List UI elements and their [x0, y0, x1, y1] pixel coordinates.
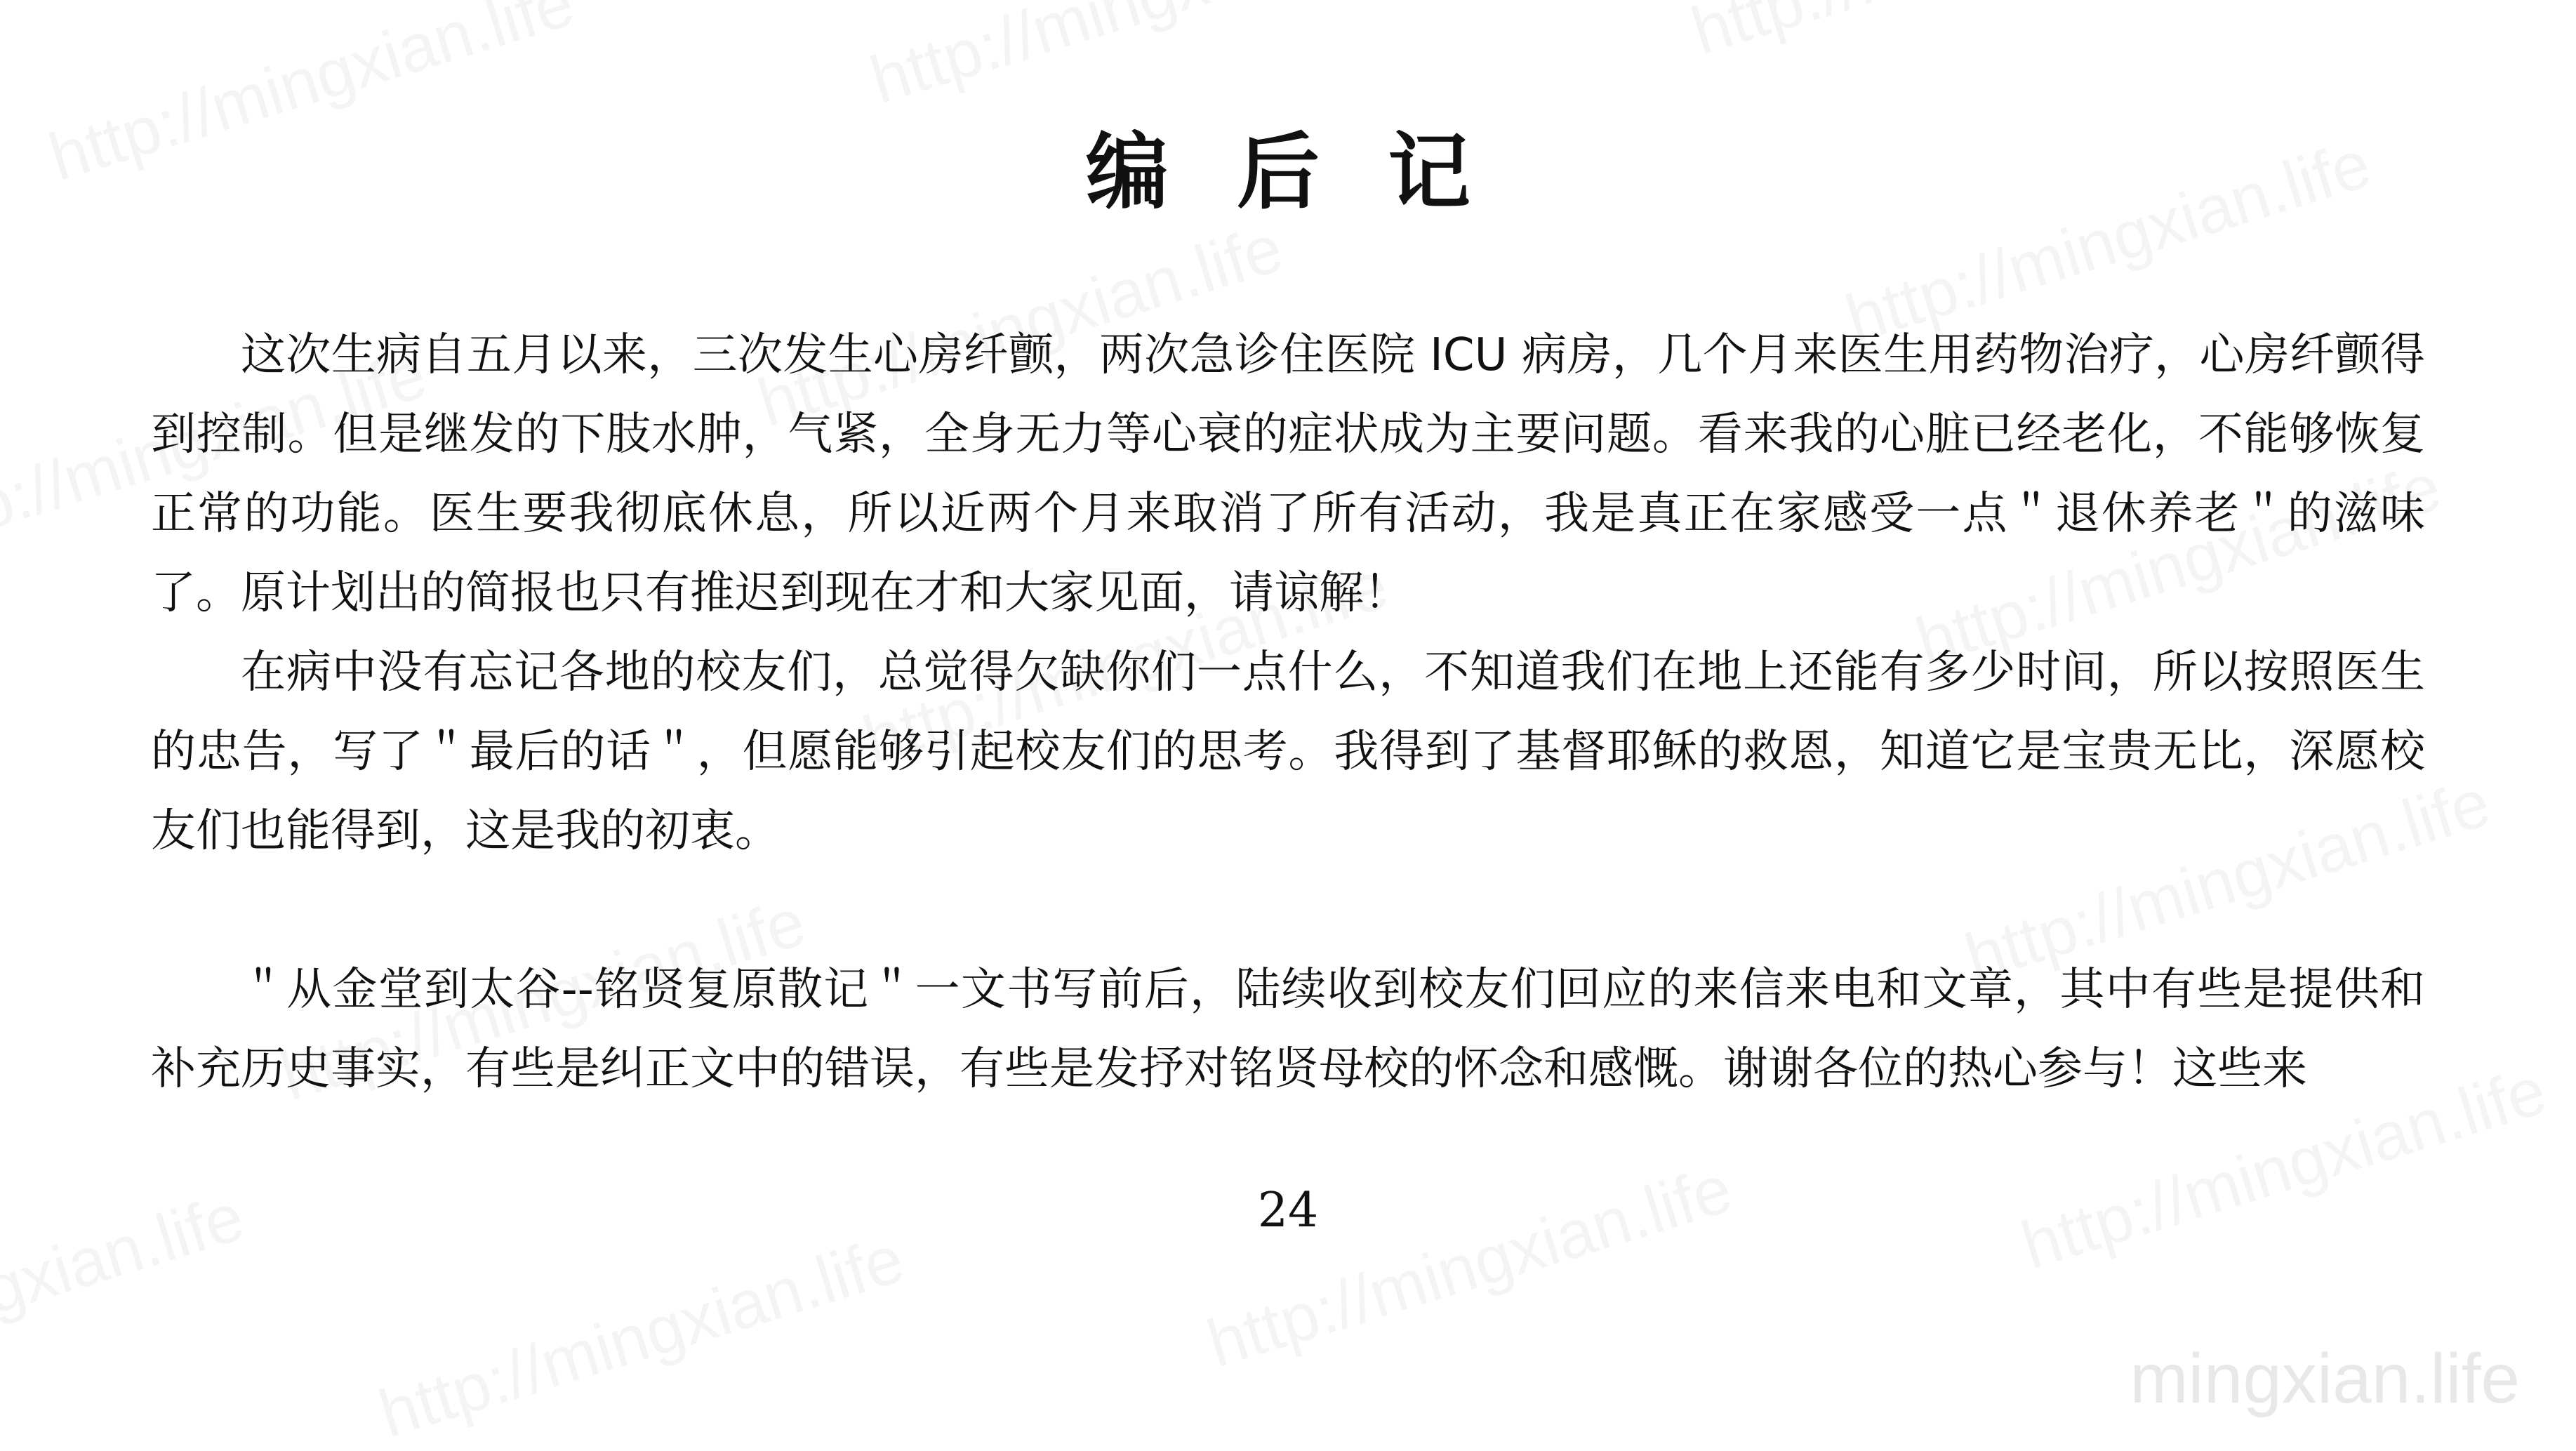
body-text: [151, 316, 2425, 1109]
page-title: 编 后 记: [1085, 124, 1491, 220]
paragraph: ＂从金堂到太谷--铭贤复原散记＂一文书写前后，陆续收到校友们回应的来信来电和文章，其中有些是提供和补充历史事实，有些是纠正文中的错误，有些是发抒对铭贤母校的怀念和感慨。谢谢各位的热心参与！这些来: [151, 964, 2425, 1095]
paragraph: 这次生病自五月以来，三次发生心房纤颤，两次急诊住医院 ICU 病房，几个月来医生用药物治疗，心房纤颤得到控制。但是继发的下肢水肿，气紧，全身无力等心衰的症状成为主要问题。看来我的心脏已经老化，不能够恢复正常的功能。医生要我彻底休息，所以近两个月来取消了所有活动，我是真正在家感受一点＂退休养老＂的滋味了。原计划出的简报也只有推迟到现在才和大家见面，请谅解！: [151, 329, 2425, 619]
watermark-text: [1683, 0, 2225, 70]
watermark-corner-text: mingxian.life: [2130, 1339, 2520, 1418]
watermark-text: [371, 1221, 912, 1451]
page-number: 24: [1257, 1183, 1319, 1238]
watermark-text: [862, 0, 1404, 119]
paragraph: 在病中没有忘记各地的校友们，总觉得欠缺你们一点什么，不知道我们在地上还能有多少时间，所以按照医生的忠告，写了＂最后的话＂，但愿能够引起校友们的思考。我得到了基督耶稣的救恩，知道它是宝贵无比，深愿校友们也能得到，这是我的初衷。: [151, 647, 2425, 857]
